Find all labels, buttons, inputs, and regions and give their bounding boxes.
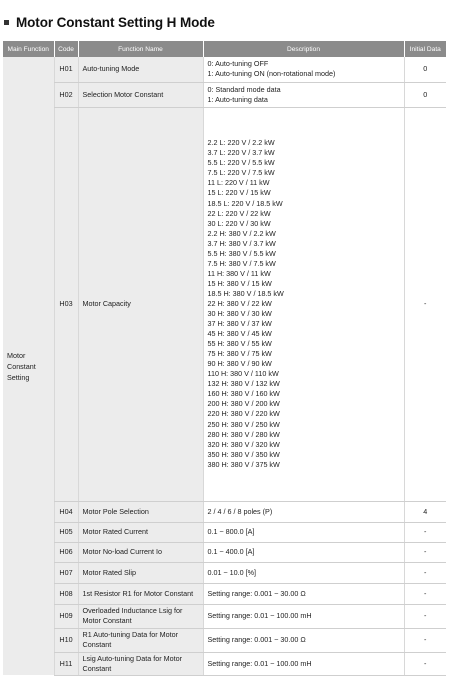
function-name-cell: 1st Resistor R1 for Motor Constant xyxy=(78,583,203,604)
description-line: 11 H: 380 V / 11 kW xyxy=(207,268,271,278)
description-line: Setting range: 0.001 ~ 30.00 Ω xyxy=(207,635,306,644)
description-line: 15 L: 220 V / 15 kW xyxy=(207,188,271,198)
description-line: 0: Standard mode data xyxy=(207,84,281,94)
description-line: 0.1 ~ 400.0 [A] xyxy=(207,547,255,556)
table-row xyxy=(3,522,446,542)
description-line: 22 L: 220 V / 22 kW xyxy=(207,208,271,218)
description-cell xyxy=(203,652,404,675)
description-line: 7.5 H: 380 V / 7.5 kW xyxy=(207,258,276,268)
table-row xyxy=(3,628,446,652)
description-line: 37 H: 380 V / 37 kW xyxy=(207,319,272,329)
function-name-cell: Motor No-load Current Io xyxy=(78,542,203,562)
code-cell: H07 xyxy=(54,562,78,583)
description-line: 3.7 L: 220 V / 3.7 kW xyxy=(207,148,275,158)
initial-data-cell: - xyxy=(404,562,446,583)
description-line: 380 H: 380 V / 375 kW xyxy=(207,459,280,469)
description-line: 30 H: 380 V / 30 kW xyxy=(207,309,272,319)
table-row xyxy=(3,82,446,107)
description-line: 45 H: 380 V / 45 kW xyxy=(207,329,272,339)
description-line: 320 H: 380 V / 320 kW xyxy=(207,439,280,449)
description-line: 18.5 L: 220 V / 18.5 kW xyxy=(207,198,283,208)
description-line: Setting range: 0.01 ~ 100.00 mH xyxy=(207,611,312,620)
description-line: Setting range: 0.001 ~ 30.00 Ω xyxy=(207,588,306,598)
description-line: 2.2 L: 220 V / 2.2 kW xyxy=(207,138,275,148)
description-line: 1: Auto-tuning ON (non-rotational mode) xyxy=(207,69,336,79)
description-line: 220 H: 380 V / 220 kW xyxy=(207,409,280,419)
function-name-cell: Auto-tuning Mode xyxy=(78,57,203,82)
main-function-label-line: Setting xyxy=(7,372,30,382)
header-function-name: Function Name xyxy=(78,41,203,57)
code-cell: H11 xyxy=(54,652,78,675)
function-name-cell: Lsig Auto-tuning Data for Motor Constant xyxy=(78,652,203,675)
description-line: 11 L: 220 V / 11 kW xyxy=(207,178,270,188)
initial-data-cell: - xyxy=(404,604,446,628)
initial-data-cell: - xyxy=(404,583,446,604)
parameter-table xyxy=(3,41,446,676)
code-cell: H05 xyxy=(54,522,78,542)
function-name-cell: Selection Motor Constant xyxy=(78,82,203,107)
description-line: 2 / 4 / 6 / 8 poles (P) xyxy=(207,506,273,516)
description-cell xyxy=(203,107,404,501)
description-cell xyxy=(203,522,404,542)
table-header-row xyxy=(3,41,446,57)
code-cell: H04 xyxy=(54,501,78,522)
description-cell xyxy=(203,82,404,107)
bullet-square-icon xyxy=(4,20,9,25)
code-cell: H08 xyxy=(54,583,78,604)
description-line: 18.5 H: 380 V / 18.5 kW xyxy=(207,288,284,298)
code-cell: H10 xyxy=(54,628,78,652)
initial-data-cell: 4 xyxy=(404,501,446,522)
description-cell xyxy=(203,583,404,604)
description-line: 3.7 H: 380 V / 3.7 kW xyxy=(207,238,276,248)
description-line: 160 H: 380 V / 160 kW xyxy=(207,389,280,399)
table-row xyxy=(3,604,446,628)
header-code: Code xyxy=(54,41,78,57)
function-name-cell: R1 Auto-tuning Data for Motor Constant xyxy=(78,628,203,652)
initial-data-cell: - xyxy=(404,628,446,652)
initial-data-cell: - xyxy=(404,107,446,501)
header-main-function: Main Function xyxy=(3,41,54,57)
main-function-label-line: Motor xyxy=(7,350,26,360)
description-line: 200 H: 380 V / 200 kW xyxy=(207,399,280,409)
table-row xyxy=(3,542,446,562)
function-name-cell: Motor Pole Selection xyxy=(78,501,203,522)
table-row xyxy=(3,501,446,522)
description-line: 0: Auto-tuning OFF xyxy=(207,59,269,69)
description-cell xyxy=(203,562,404,583)
description-line: 0.01 ~ 10.0 [%] xyxy=(207,567,257,577)
description-line: 280 H: 380 V / 280 kW xyxy=(207,429,280,439)
description-line: 1: Auto-tuning data xyxy=(207,94,268,104)
description-line: 55 H: 380 V / 55 kW xyxy=(207,339,272,349)
description-line: 30 L: 220 V / 30 kW xyxy=(207,218,271,228)
description-line: 22 H: 380 V / 22 kW xyxy=(207,298,272,308)
section-title-row xyxy=(4,12,215,32)
description-line: 0.1 ~ 800.0 [A] xyxy=(207,527,255,536)
description-line: 75 H: 380 V / 75 kW xyxy=(207,349,272,359)
code-cell: H01 xyxy=(54,57,78,82)
code-cell: H02 xyxy=(54,82,78,107)
table-row xyxy=(3,57,446,82)
initial-data-cell: 0 xyxy=(404,82,446,107)
description-line: Setting range: 0.01 ~ 100.00 mH xyxy=(207,658,312,668)
initial-data-cell: 0 xyxy=(404,57,446,82)
main-function-label-line: Constant xyxy=(7,361,36,371)
description-line: 132 H: 380 V / 132 kW xyxy=(207,379,280,389)
table-row xyxy=(3,583,446,604)
description-cell xyxy=(203,628,404,652)
function-name-cell: Motor Capacity xyxy=(78,107,203,501)
description-line: 5.5 H: 380 V / 5.5 kW xyxy=(207,248,276,258)
function-name-cell: Motor Rated Current xyxy=(78,522,203,542)
code-cell: H09 xyxy=(54,604,78,628)
description-line: 7.5 L: 220 V / 7.5 kW xyxy=(207,168,275,178)
initial-data-cell: - xyxy=(404,542,446,562)
description-line: 5.5 L: 220 V / 5.5 kW xyxy=(207,158,275,168)
page-title: Motor Constant Setting H Mode xyxy=(16,14,215,30)
description-cell xyxy=(203,501,404,522)
code-cell: H03 xyxy=(54,107,78,501)
initial-data-cell: - xyxy=(404,522,446,542)
header-initial-data: Initial Data xyxy=(404,41,446,57)
table-row xyxy=(3,107,446,501)
description-line: 110 H: 380 V / 110 kW xyxy=(207,369,279,379)
function-name-cell: Motor Rated Slip xyxy=(78,562,203,583)
description-line: 15 H: 380 V / 15 kW xyxy=(207,278,272,288)
description-line: 250 H: 380 V / 250 kW xyxy=(207,419,280,429)
table-row xyxy=(3,652,446,675)
description-cell xyxy=(203,542,404,562)
main-function-cell xyxy=(3,57,54,675)
description-line: 90 H: 380 V / 90 kW xyxy=(207,359,272,369)
initial-data-cell: - xyxy=(404,652,446,675)
description-cell xyxy=(203,604,404,628)
header-description: Description xyxy=(203,41,404,57)
code-cell: H06 xyxy=(54,542,78,562)
table-row xyxy=(3,562,446,583)
description-line: 350 H: 380 V / 350 kW xyxy=(207,449,280,459)
function-name-cell: Overloaded Inductance Lsig for Motor Constant xyxy=(78,604,203,628)
description-cell xyxy=(203,57,404,82)
description-line: 2.2 H: 380 V / 2.2 kW xyxy=(207,228,276,238)
